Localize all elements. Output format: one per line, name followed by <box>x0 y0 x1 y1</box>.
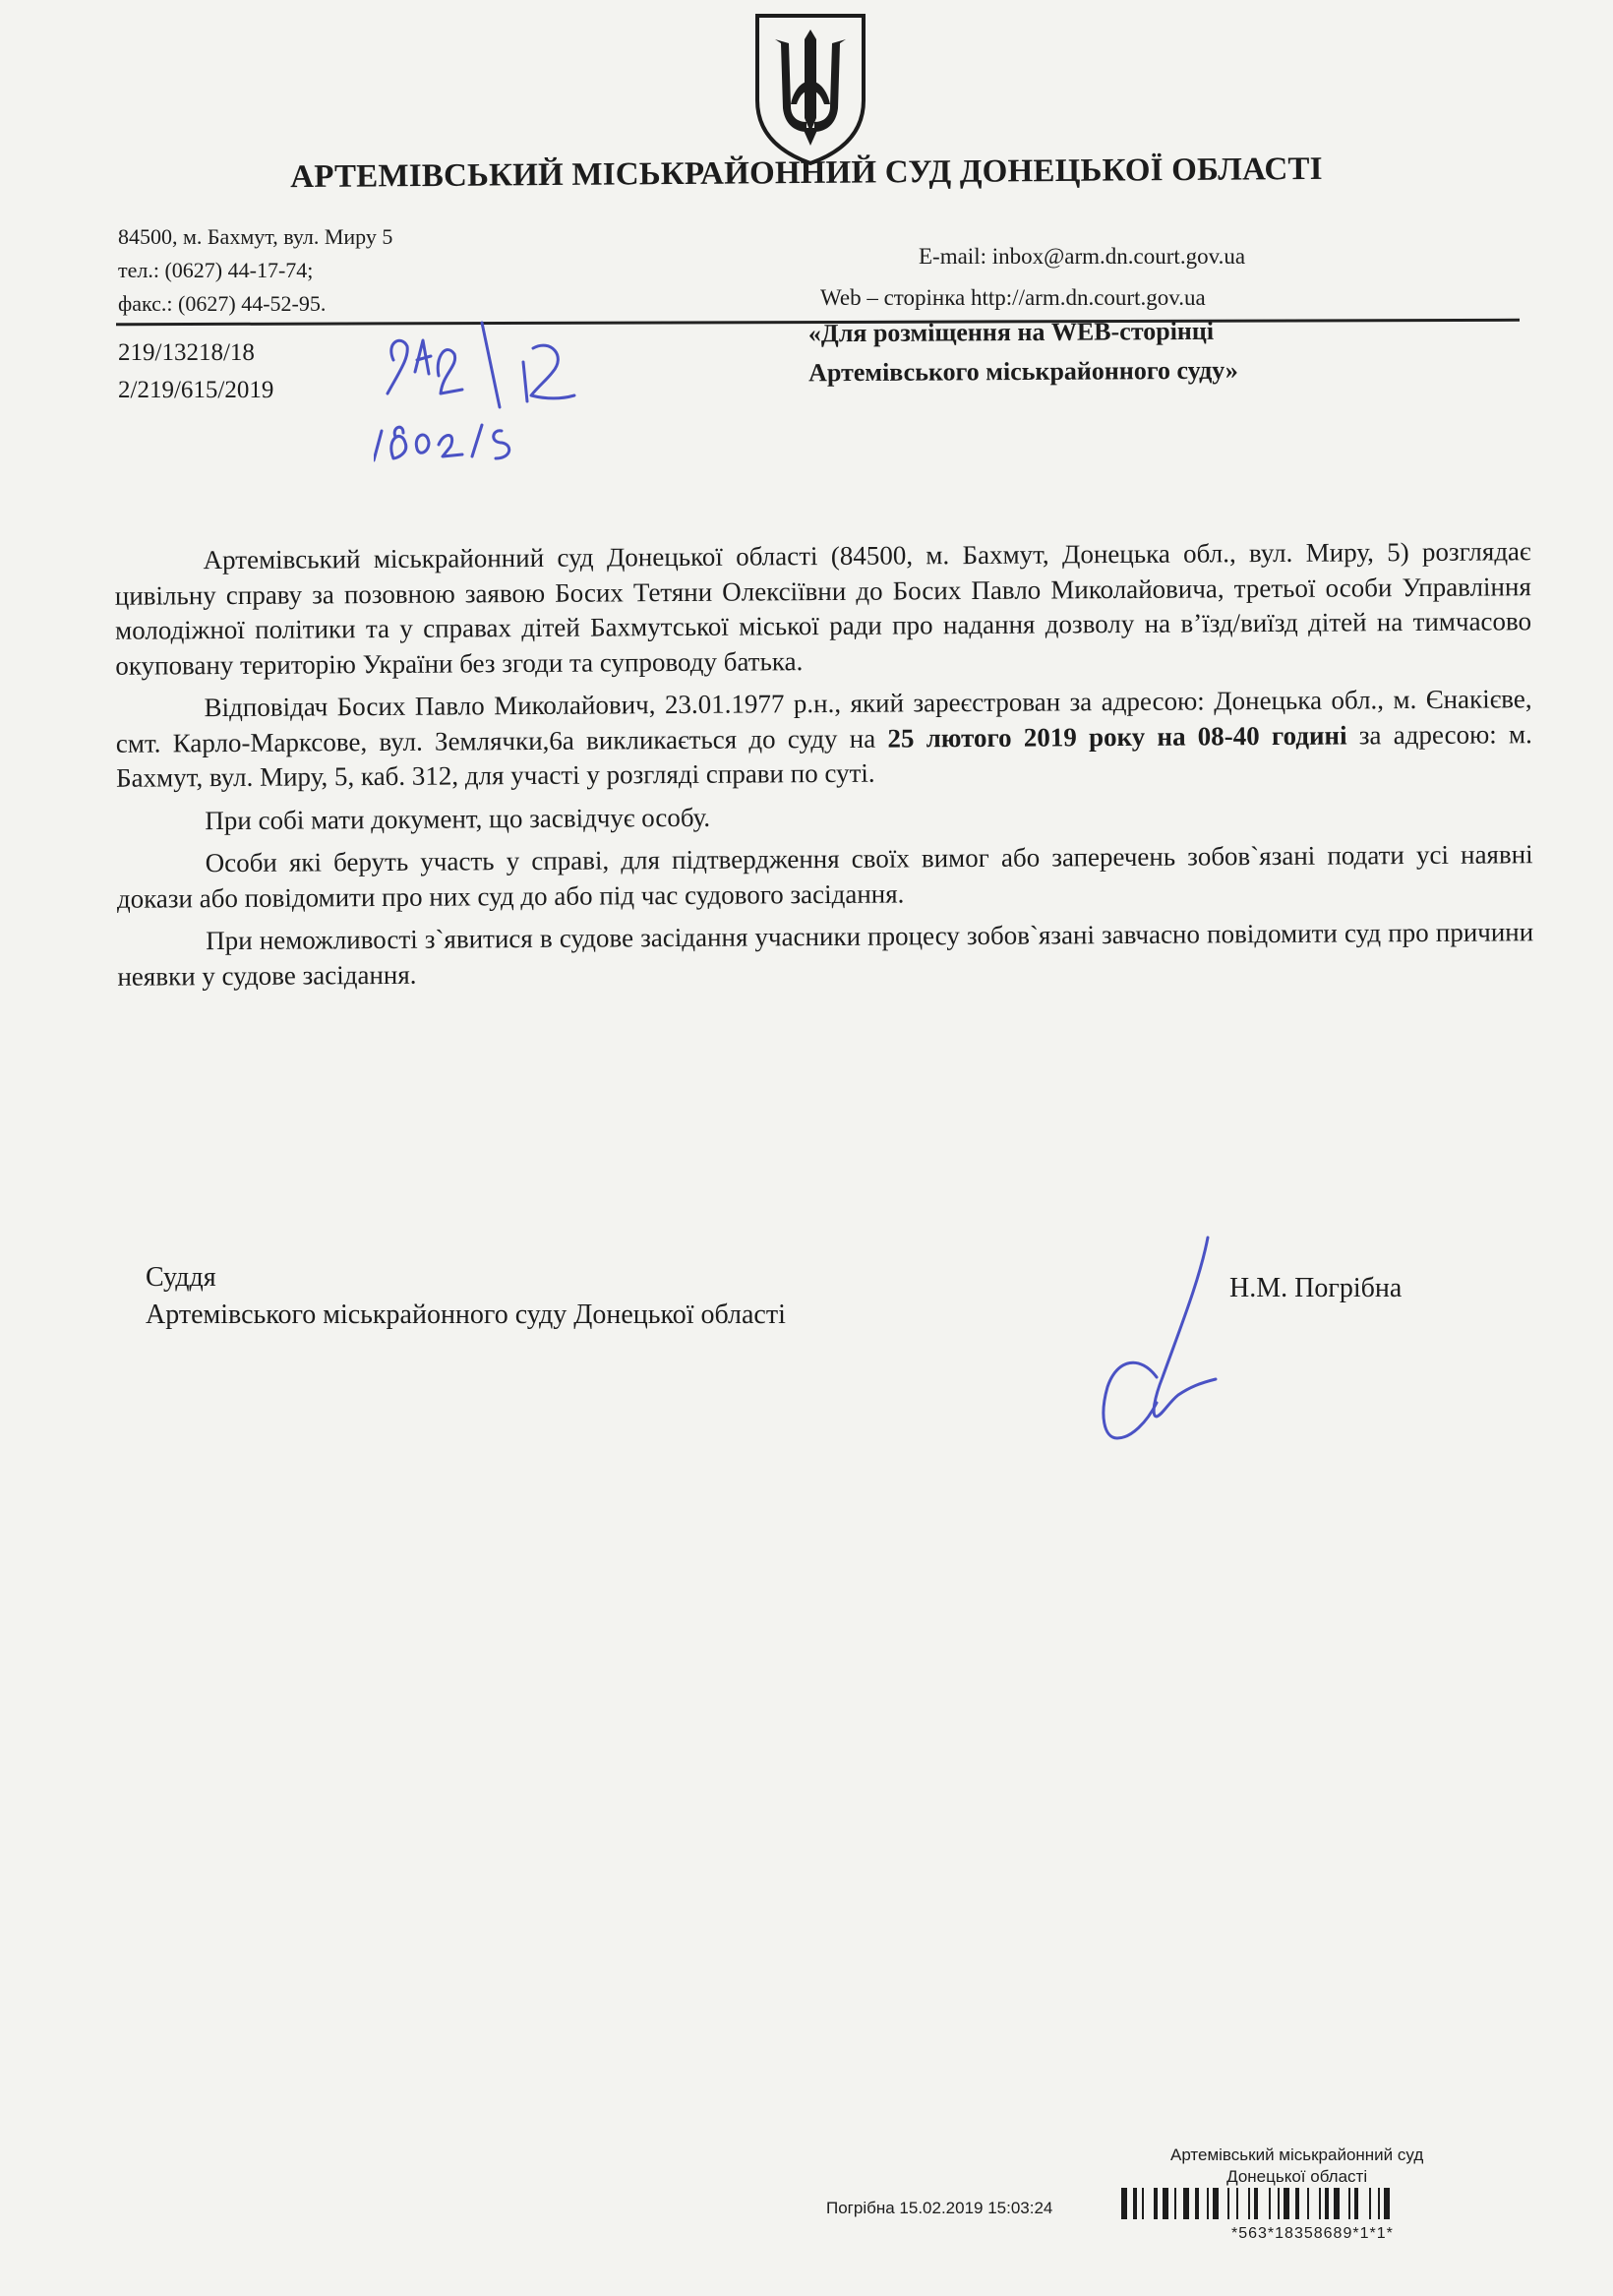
barcode-bar <box>1295 2188 1299 2219</box>
judge-title-block <box>146 1259 786 1334</box>
handwritten-registration-mark <box>374 313 669 490</box>
barcode-bar <box>1163 2188 1168 2219</box>
barcode-bar <box>1369 2188 1371 2219</box>
barcode-bar <box>1183 2188 1189 2219</box>
registration-stamp-court <box>1170 2145 1423 2188</box>
placement-line-2: Артемівського міськрайонного суду» <box>808 355 1238 388</box>
barcode-bar <box>1384 2188 1390 2219</box>
barcode-bar <box>1248 2188 1250 2219</box>
stamp-court-line-2: Донецької області <box>1226 2167 1368 2186</box>
paragraph-case-description: Артемівський міськрайонний суд Донецької області (84500, м. Бахмут, Донецька обл., вул. Миру, 5) розглядає цивільну справу за позовною заявою Босих Тетяни Олексіївни до Босих Павло Миколайовича, третьої особи Управління молодіжної політики та у справах дітей Бахмутської міської ради про надання дозволу на в’їзд/виїзд дітей на тимчасово окуповану територію України без згоди та супроводу батька. <box>114 536 1532 681</box>
barcode-bar <box>1195 2188 1199 2219</box>
placement-line-1: «Для розміщення на WEB-сторінці <box>807 316 1215 348</box>
court-fax: факс.: (0627) 44-52-95. <box>118 291 327 316</box>
document-barcode <box>1082 2184 1574 2223</box>
barcode-bar <box>1142 2188 1144 2219</box>
coat-of-arms-icon <box>751 10 869 167</box>
summons-text-end: за адресою: м. Бахмут, вул. Миру, 5, каб. 312, для участі у розгляді справи по суті. <box>115 718 1532 793</box>
barcode-bar <box>1133 2188 1137 2219</box>
judge-title-line-1: Суддя <box>146 1262 216 1293</box>
barcode-bar <box>1325 2188 1329 2219</box>
court-email: E-mail: inbox@arm.dn.court.gov.ua <box>919 244 1246 269</box>
summons-text-start: Відповідач Босих Павло Миколайович, 23.01.1977 р.н., який зареєстрован за адресою: Донецька обл., м. Єнакієве, смт. Карло-Марксове, вул. Землячки,6а викликається до суду на <box>115 684 1532 758</box>
paragraph-id-document: При собі мати документ, що засвідчує особу. <box>205 802 711 835</box>
judge-signature <box>1052 1230 1249 1456</box>
judge-title-line-2: Артемівського міськрайонного суду Донецької області <box>146 1299 786 1330</box>
barcode-bar <box>1334 2188 1340 2219</box>
barcode-bar <box>1284 2188 1289 2219</box>
court-phone: тел.: (0627) 44-17-74; <box>118 258 314 282</box>
proceeding-number: 2/219/615/2019 <box>118 377 274 403</box>
barcode-bar <box>1378 2188 1380 2219</box>
registration-stamp-date: Погрібна 15.02.2019 15:03:24 <box>826 2199 1053 2217</box>
paragraph-summons <box>115 682 1532 796</box>
barcode-code: *563*18358689*1*1* <box>1231 2225 1394 2242</box>
barcode-bar <box>1254 2188 1258 2219</box>
judge-name: Н.М. Погрібна <box>1229 1273 1403 1303</box>
court-address: 84500, м. Бахмут, вул. Миру 5 <box>118 224 393 249</box>
barcode-bar <box>1307 2188 1309 2219</box>
barcode-bar <box>1121 2188 1127 2219</box>
barcode-bar <box>1236 2188 1238 2219</box>
barcode-bar <box>1154 2188 1158 2219</box>
case-number: 219/13218/18 <box>118 339 255 366</box>
barcode-bar <box>1207 2188 1209 2219</box>
barcode-bar <box>1319 2188 1321 2219</box>
barcode-bar <box>1227 2188 1229 2219</box>
notice-body <box>114 534 1533 995</box>
hearing-datetime: 25 лютого 2019 року на 08-40 годині <box>887 719 1347 754</box>
paragraph-evidence: Особи які беруть участь у справі, для підтвердження своїх вимог або заперечень зобов`язані подати усі наявні докази або повідомити про них суд до або під час судового засідання. <box>116 839 1533 914</box>
barcode-bar <box>1348 2188 1350 2219</box>
barcode-bar <box>1269 2188 1271 2219</box>
court-website: Web – сторінка http://arm.dn.court.gov.ua <box>820 285 1206 310</box>
barcode-bar <box>1278 2188 1280 2219</box>
case-references <box>118 334 273 409</box>
paragraph-absence: При неможливості з`явитися в судове засідання учасники процесу зобов`язані завчасно повідомити суд про причини неявки у судове засідання. <box>117 917 1534 992</box>
barcode-bar <box>1213 2188 1219 2219</box>
contact-left-block <box>118 220 392 321</box>
court-name-heading: АРТЕМІВСЬКИЙ МІСЬКРАЙОННИЙ СУД ДОНЕЦЬКОЇ ОБЛАСТІ <box>290 151 1323 196</box>
barcode-bar <box>1354 2188 1358 2219</box>
stamp-court-line-1: Артемівський міськрайонний суд <box>1170 2145 1424 2164</box>
contact-right-block <box>820 236 1245 319</box>
barcode-bar <box>1174 2188 1176 2219</box>
web-placement-note <box>808 312 1238 393</box>
